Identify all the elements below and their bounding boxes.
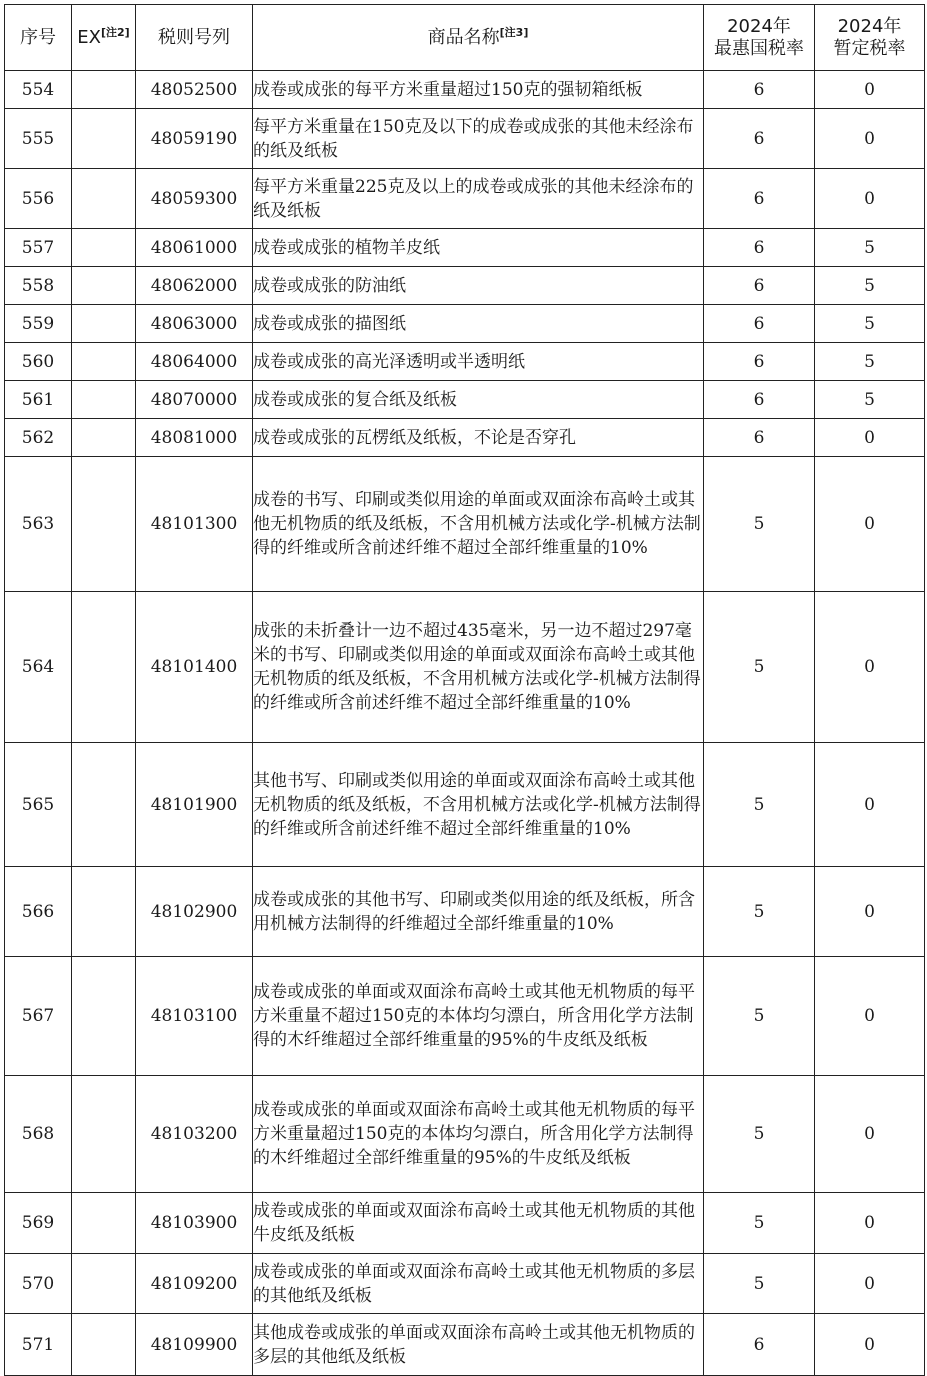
table-row bbox=[5, 419, 925, 457]
cell-temp-rate: 0 bbox=[815, 592, 925, 743]
cell-temp-rate: 0 bbox=[815, 867, 925, 957]
cell-temp-rate: 0 bbox=[815, 1076, 925, 1193]
cell-code: 48062000 bbox=[136, 267, 253, 305]
table-row bbox=[5, 1076, 925, 1193]
table-row bbox=[5, 1254, 925, 1314]
header-code: 税则号列 bbox=[136, 5, 253, 71]
cell-mfn-rate: 6 bbox=[704, 109, 815, 169]
cell-temp-rate: 5 bbox=[815, 305, 925, 343]
cell-ex bbox=[72, 169, 136, 229]
cell-mfn-rate: 6 bbox=[704, 419, 815, 457]
cell-seq: 555 bbox=[5, 109, 72, 169]
table-row bbox=[5, 1314, 925, 1376]
cell-code: 48070000 bbox=[136, 381, 253, 419]
cell-ex bbox=[72, 419, 136, 457]
cell-code: 48101900 bbox=[136, 743, 253, 867]
cell-code: 48061000 bbox=[136, 229, 253, 267]
cell-seq: 566 bbox=[5, 867, 72, 957]
cell-name: 成卷或成张的单面或双面涂布高岭土或其他无机物质的多层的其他纸及纸板 bbox=[253, 1254, 704, 1314]
cell-seq: 568 bbox=[5, 1076, 72, 1193]
cell-mfn-rate: 6 bbox=[704, 71, 815, 109]
cell-code: 48063000 bbox=[136, 305, 253, 343]
cell-ex bbox=[72, 592, 136, 743]
cell-ex bbox=[72, 267, 136, 305]
header-temp-rate: 2024年 暂定税率 bbox=[815, 5, 925, 71]
cell-code: 48101300 bbox=[136, 457, 253, 592]
cell-name: 成卷或成张的单面或双面涂布高岭土或其他无机物质的其他牛皮纸及纸板 bbox=[253, 1193, 704, 1254]
table-row bbox=[5, 71, 925, 109]
cell-name: 成卷或成张的防油纸 bbox=[253, 267, 704, 305]
table-row bbox=[5, 957, 925, 1076]
table-row bbox=[5, 109, 925, 169]
cell-name: 成卷或成张的高光泽透明或半透明纸 bbox=[253, 343, 704, 381]
cell-mfn-rate: 5 bbox=[704, 457, 815, 592]
cell-code: 48109200 bbox=[136, 1254, 253, 1314]
header-mfn-rate: 2024年 最惠国税率 bbox=[704, 5, 815, 71]
cell-code: 48101400 bbox=[136, 592, 253, 743]
table-row bbox=[5, 1193, 925, 1254]
table-row bbox=[5, 381, 925, 419]
header-ex-note: [注2] bbox=[101, 25, 130, 39]
table-row bbox=[5, 867, 925, 957]
cell-seq: 571 bbox=[5, 1314, 72, 1376]
table-row bbox=[5, 305, 925, 343]
cell-temp-rate: 0 bbox=[815, 169, 925, 229]
cell-ex bbox=[72, 457, 136, 592]
cell-seq: 559 bbox=[5, 305, 72, 343]
cell-code: 48103200 bbox=[136, 1076, 253, 1193]
cell-mfn-rate: 6 bbox=[704, 305, 815, 343]
cell-name: 成卷或成张的单面或双面涂布高岭土或其他无机物质的每平方米重量不超过150克的本体均匀漂白，所含用化学方法制得的木纤维超过全部纤维重量的95%的牛皮纸及纸板 bbox=[253, 957, 704, 1076]
cell-temp-rate: 0 bbox=[815, 1254, 925, 1314]
cell-temp-rate: 0 bbox=[815, 743, 925, 867]
cell-ex bbox=[72, 229, 136, 267]
table-row bbox=[5, 743, 925, 867]
cell-ex bbox=[72, 1193, 136, 1254]
cell-seq: 567 bbox=[5, 957, 72, 1076]
cell-mfn-rate: 5 bbox=[704, 743, 815, 867]
cell-temp-rate: 0 bbox=[815, 457, 925, 592]
cell-temp-rate: 0 bbox=[815, 109, 925, 169]
cell-name: 成卷或成张的每平方米重量超过150克的强韧箱纸板 bbox=[253, 71, 704, 109]
cell-temp-rate: 5 bbox=[815, 267, 925, 305]
cell-code: 48103900 bbox=[136, 1193, 253, 1254]
cell-temp-rate: 5 bbox=[815, 229, 925, 267]
cell-mfn-rate: 5 bbox=[704, 1076, 815, 1193]
cell-seq: 560 bbox=[5, 343, 72, 381]
cell-name: 成卷或成张的其他书写、印刷或类似用途的纸及纸板，所含用机械方法制得的纤维超过全部纤维重量的10% bbox=[253, 867, 704, 957]
table-row bbox=[5, 457, 925, 592]
cell-seq: 562 bbox=[5, 419, 72, 457]
cell-seq: 564 bbox=[5, 592, 72, 743]
cell-ex bbox=[72, 867, 136, 957]
header-ex: EX[注2] bbox=[72, 5, 136, 71]
cell-name: 其他书写、印刷或类似用途的单面或双面涂布高岭土或其他无机物质的纸及纸板，不含用机械方法或化学-机械方法制得的纤维或所含前述纤维不超过全部纤维重量的10% bbox=[253, 743, 704, 867]
cell-ex bbox=[72, 305, 136, 343]
cell-mfn-rate: 5 bbox=[704, 957, 815, 1076]
cell-ex bbox=[72, 343, 136, 381]
cell-code: 48102900 bbox=[136, 867, 253, 957]
cell-mfn-rate: 6 bbox=[704, 381, 815, 419]
cell-code: 48059300 bbox=[136, 169, 253, 229]
header-row bbox=[5, 5, 925, 71]
cell-seq: 561 bbox=[5, 381, 72, 419]
cell-mfn-rate: 5 bbox=[704, 1254, 815, 1314]
header-name-note: [注3] bbox=[499, 25, 529, 39]
header-name: 商品名称[注3] bbox=[253, 5, 704, 71]
cell-ex bbox=[72, 71, 136, 109]
cell-seq: 558 bbox=[5, 267, 72, 305]
cell-code: 48081000 bbox=[136, 419, 253, 457]
tariff-table bbox=[4, 4, 925, 1376]
cell-name: 成卷的书写、印刷或类似用途的单面或双面涂布高岭土或其他无机物质的纸及纸板，不含用机械方法或化学-机械方法制得的纤维或所含前述纤维不超过全部纤维重量的10% bbox=[253, 457, 704, 592]
cell-seq: 554 bbox=[5, 71, 72, 109]
cell-name: 成卷或成张的复合纸及纸板 bbox=[253, 381, 704, 419]
cell-seq: 569 bbox=[5, 1193, 72, 1254]
header-seq: 序号 bbox=[5, 5, 72, 71]
cell-temp-rate: 5 bbox=[815, 343, 925, 381]
cell-temp-rate: 0 bbox=[815, 419, 925, 457]
cell-mfn-rate: 5 bbox=[704, 1193, 815, 1254]
cell-temp-rate: 0 bbox=[815, 71, 925, 109]
cell-code: 48109900 bbox=[136, 1314, 253, 1376]
table-row bbox=[5, 592, 925, 743]
cell-mfn-rate: 5 bbox=[704, 592, 815, 743]
cell-mfn-rate: 5 bbox=[704, 867, 815, 957]
cell-name: 成卷或成张的描图纸 bbox=[253, 305, 704, 343]
cell-ex bbox=[72, 743, 136, 867]
cell-mfn-rate: 6 bbox=[704, 267, 815, 305]
cell-seq: 563 bbox=[5, 457, 72, 592]
cell-name: 成卷或成张的植物羊皮纸 bbox=[253, 229, 704, 267]
cell-code: 48064000 bbox=[136, 343, 253, 381]
cell-seq: 557 bbox=[5, 229, 72, 267]
table-row bbox=[5, 229, 925, 267]
cell-name: 其他成卷或成张的单面或双面涂布高岭土或其他无机物质的多层的其他纸及纸板 bbox=[253, 1314, 704, 1376]
cell-ex bbox=[72, 1314, 136, 1376]
cell-name: 每平方米重量225克及以上的成卷或成张的其他未经涂布的纸及纸板 bbox=[253, 169, 704, 229]
cell-ex bbox=[72, 1076, 136, 1193]
cell-seq: 570 bbox=[5, 1254, 72, 1314]
cell-temp-rate: 0 bbox=[815, 1193, 925, 1254]
cell-ex bbox=[72, 1254, 136, 1314]
cell-mfn-rate: 6 bbox=[704, 229, 815, 267]
table-row bbox=[5, 169, 925, 229]
cell-name: 成卷或成张的单面或双面涂布高岭土或其他无机物质的每平方米重量超过150克的本体均匀漂白，所含用化学方法制得的木纤维超过全部纤维重量的95%的牛皮纸及纸板 bbox=[253, 1076, 704, 1193]
cell-name: 成张的未折叠计一边不超过435毫米，另一边不超过297毫米的书写、印刷或类似用途的单面或双面涂布高岭土或其他无机物质的纸及纸板，不含用机械方法或化学-机械方法制得的纤维或所含前述纤维不超过全部纤维重量的10% bbox=[253, 592, 704, 743]
cell-mfn-rate: 6 bbox=[704, 343, 815, 381]
cell-ex bbox=[72, 109, 136, 169]
cell-code: 48059190 bbox=[136, 109, 253, 169]
cell-mfn-rate: 6 bbox=[704, 1314, 815, 1376]
cell-mfn-rate: 6 bbox=[704, 169, 815, 229]
cell-ex bbox=[72, 381, 136, 419]
cell-name: 每平方米重量在150克及以下的成卷或成张的其他未经涂布的纸及纸板 bbox=[253, 109, 704, 169]
cell-name: 成卷或成张的瓦楞纸及纸板，不论是否穿孔 bbox=[253, 419, 704, 457]
cell-code: 48052500 bbox=[136, 71, 253, 109]
cell-temp-rate: 0 bbox=[815, 1314, 925, 1376]
cell-temp-rate: 5 bbox=[815, 381, 925, 419]
cell-seq: 556 bbox=[5, 169, 72, 229]
cell-seq: 565 bbox=[5, 743, 72, 867]
cell-code: 48103100 bbox=[136, 957, 253, 1076]
table-row bbox=[5, 343, 925, 381]
table-row bbox=[5, 267, 925, 305]
cell-ex bbox=[72, 957, 136, 1076]
cell-temp-rate: 0 bbox=[815, 957, 925, 1076]
